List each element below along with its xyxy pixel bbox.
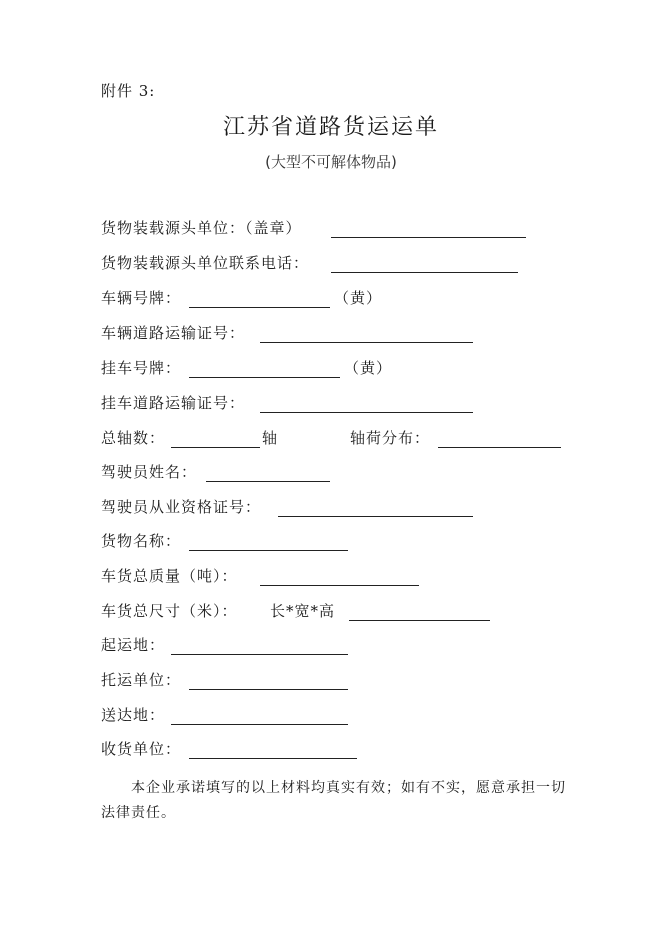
axle-unit-label: 轴	[262, 429, 279, 447]
origin-field[interactable]	[171, 654, 348, 655]
total-axles-label: 总轴数：	[101, 429, 166, 447]
commitment-statement: 本企业承诺填写的以上材料均真实有效；如有不实，愿意承担一切法律责任。	[101, 780, 566, 821]
total-weight-row	[101, 565, 561, 589]
vehicle-plate-field[interactable]	[189, 307, 330, 308]
total-size-field[interactable]	[349, 620, 490, 621]
loading-unit-phone-row	[101, 252, 561, 276]
vehicle-plate-suffix: （黄）	[334, 289, 383, 307]
loading-unit-row	[101, 217, 561, 241]
consignor-field[interactable]	[189, 689, 348, 690]
trailer-plate-suffix: （黄）	[344, 359, 393, 377]
vehicle-transport-cert-field[interactable]	[260, 342, 473, 343]
total-size-row	[101, 600, 561, 624]
consignee-row	[101, 738, 561, 762]
page-title: 江苏省道路货运运单	[222, 115, 439, 140]
vehicle-transport-cert-row	[101, 322, 561, 346]
trailer-transport-cert-row	[101, 392, 561, 416]
origin-label: 起运地：	[101, 636, 166, 654]
loading-unit-field[interactable]	[331, 237, 526, 238]
consignor-label: 托运单位：	[101, 671, 182, 689]
loading-unit-label: 货物装载源头单位：（盖章）	[101, 219, 302, 237]
trailer-transport-cert-label: 挂车道路运输证号：	[101, 394, 246, 412]
trailer-plate-field[interactable]	[189, 377, 340, 378]
axles-row	[101, 427, 563, 451]
total-weight-label: 车货总质量（吨）：	[101, 567, 238, 585]
consignor-row	[101, 669, 561, 693]
consignee-label: 收货单位：	[101, 740, 182, 758]
driver-name-label: 驾驶员姓名：	[101, 463, 198, 481]
driver-cert-label: 驾驶员从业资格证号：	[101, 498, 262, 516]
total-size-label: 车货总尺寸（米）：	[101, 602, 238, 620]
origin-row	[101, 634, 561, 658]
page-subtitle: (大型不可解体物品)	[265, 153, 397, 171]
loading-unit-phone-label: 货物装载源头单位联系电话：	[101, 254, 310, 272]
total-weight-field[interactable]	[260, 585, 419, 586]
destination-label: 送达地：	[101, 706, 166, 724]
vehicle-plate-row	[101, 287, 561, 311]
loading-unit-phone-field[interactable]	[331, 272, 518, 273]
driver-name-field[interactable]	[206, 481, 330, 482]
trailer-plate-row	[101, 357, 561, 381]
cargo-name-field[interactable]	[189, 550, 348, 551]
vehicle-plate-label: 车辆号牌：	[101, 289, 182, 307]
driver-cert-field[interactable]	[278, 516, 473, 517]
axle-load-field[interactable]	[438, 447, 561, 448]
driver-name-row	[101, 461, 561, 485]
total-axles-field[interactable]	[171, 447, 260, 448]
destination-field[interactable]	[171, 724, 348, 725]
cargo-name-label: 货物名称：	[101, 532, 182, 550]
size-format-label: 长*宽*高	[270, 602, 336, 620]
axle-load-label: 轴荷分布：	[350, 429, 431, 447]
trailer-transport-cert-field[interactable]	[260, 412, 473, 413]
consignee-field[interactable]	[189, 758, 357, 759]
cargo-name-row	[101, 530, 561, 554]
attachment-label: 附件 3:	[101, 82, 156, 100]
trailer-plate-label: 挂车号牌：	[101, 359, 182, 377]
driver-cert-row	[101, 496, 561, 520]
vehicle-transport-cert-label: 车辆道路运输证号：	[101, 324, 246, 342]
destination-row	[101, 704, 561, 728]
